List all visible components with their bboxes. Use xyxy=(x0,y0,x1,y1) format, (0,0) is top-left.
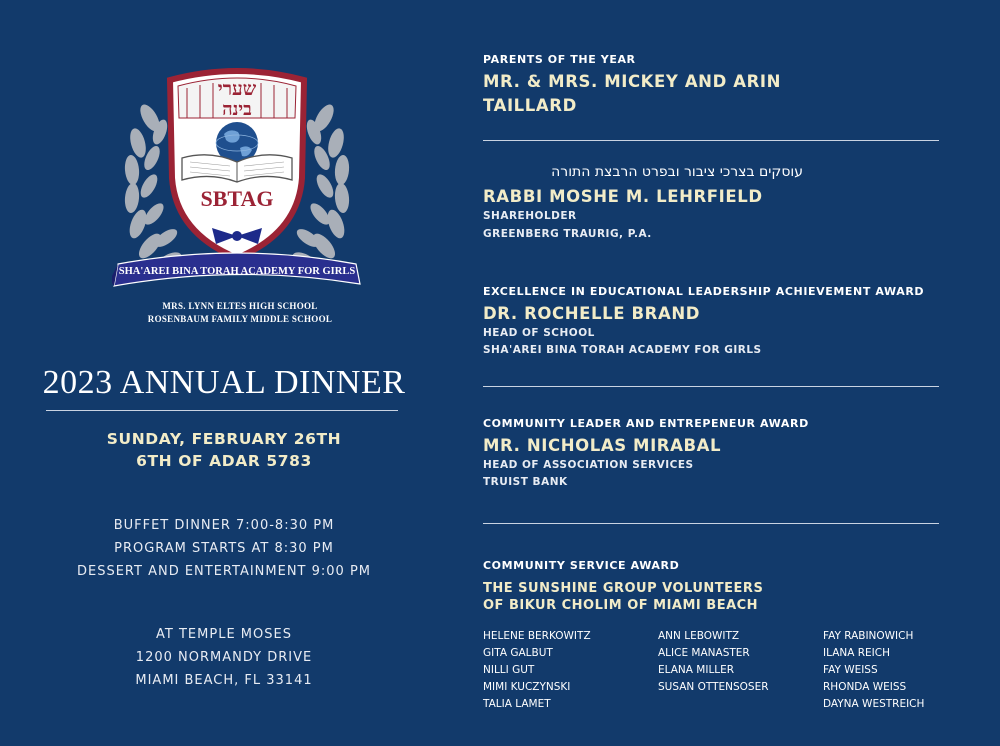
venue-name: AT TEMPLE MOSES xyxy=(156,627,292,642)
education-honoree-name: DR. ROCHELLE BRAND xyxy=(483,304,701,323)
venue-street: 1200 NORMANDY DRIVE xyxy=(135,650,313,665)
volunteer-name: ANN LEBOWITZ xyxy=(658,630,740,642)
volunteer-name: ILANA REICH xyxy=(823,647,890,659)
section-divider xyxy=(483,140,939,141)
logo-hebrew-bottom: בינה xyxy=(222,99,252,120)
community-service-award-label: COMMUNITY SERVICE AWARD xyxy=(483,559,680,572)
venue-city: MIAMI BEACH, FL 33141 xyxy=(135,673,313,688)
section-divider xyxy=(483,523,939,524)
volunteer-name: FAY RABINOWICH xyxy=(823,630,914,642)
volunteer-name: GITA GALBUT xyxy=(483,647,553,659)
section-divider xyxy=(483,386,939,387)
schedule-dinner: BUFFET DINNER 7:00-8:30 PM xyxy=(113,518,335,533)
community-affairs-honoree-firm: GREENBERG TRAURIG, P.A. xyxy=(483,228,652,240)
logo-hebrew-top: שערי xyxy=(217,78,257,100)
education-award-label: EXCELLENCE IN EDUCATIONAL LEADERSHIP ACHIEVEMENT AWARD xyxy=(483,285,925,298)
event-title: 2023 ANNUAL DINNER xyxy=(42,364,406,401)
community-affairs-honoree-title: SHAREHOLDER xyxy=(483,210,577,222)
community-leader-honoree-title: HEAD OF ASSOCIATION SERVICES xyxy=(483,459,694,471)
volunteer-list-column-2 xyxy=(658,628,769,696)
volunteer-group-org: OF BIKUR CHOLIM OF MIAMI BEACH xyxy=(483,598,759,613)
volunteer-name: TALIA LAMET xyxy=(483,698,551,710)
volunteer-name: RHONDA WEISS xyxy=(823,681,907,693)
volunteer-name: DAYNA WESTREICH xyxy=(823,698,925,710)
community-affairs-honoree-name: RABBI MOSHE M. LEHRFIELD xyxy=(483,187,763,206)
volunteer-name: ELANA MILLER xyxy=(658,664,735,676)
community-affairs-hebrew-label: עוסקים בצרכי ציבור ובפרט הרבצת התורה xyxy=(551,164,803,180)
community-leader-honoree-company: TRUIST BANK xyxy=(483,476,568,488)
volunteer-name: HELENE BERKOWITZ xyxy=(483,630,591,642)
volunteer-name: ALICE MANASTER xyxy=(658,647,750,659)
schedule-dessert: DESSERT AND ENTERTAINMENT 9:00 PM xyxy=(76,564,372,579)
volunteer-list-column-1 xyxy=(483,628,591,713)
event-date: SUNDAY, FEBRUARY 26TH xyxy=(106,430,342,448)
education-honoree-title: HEAD OF SCHOOL xyxy=(483,327,595,339)
logo-acronym: SBTAG xyxy=(200,186,274,211)
school-crest-logo xyxy=(112,58,362,328)
volunteer-name: NILLI GUT xyxy=(483,664,535,676)
title-divider xyxy=(46,410,398,411)
community-leader-award-label: COMMUNITY LEADER AND ENTREPENEUR AWARD xyxy=(483,417,809,430)
education-honoree-school: SHA'AREI BINA TORAH ACADEMY FOR GIRLS xyxy=(483,344,762,356)
volunteer-name: MIMI KUCZYNSKI xyxy=(483,681,571,693)
event-hebrew-date: 6TH OF ADAR 5783 xyxy=(136,452,312,470)
community-leader-honoree-name: MR. NICHOLAS MIRABAL xyxy=(483,436,722,455)
volunteer-list-column-3 xyxy=(823,628,924,713)
schedule-program: PROGRAM STARTS AT 8:30 PM xyxy=(114,541,334,556)
parents-honoree-name: MR. & MRS. MICKEY AND ARIN xyxy=(483,72,782,91)
parents-award-label: PARENTS OF THE YEAR xyxy=(483,53,636,66)
banner-text: SHA'AREI BINA TORAH ACADEMY FOR GIRLS xyxy=(118,266,356,277)
high-school-name: MRS. LYNN ELTES HIGH SCHOOL xyxy=(162,301,318,311)
parents-honoree-surname: TAILLARD xyxy=(483,96,577,115)
volunteer-name: SUSAN OTTENSOSER xyxy=(658,681,769,693)
volunteer-group-name: THE SUNSHINE GROUP VOLUNTEERS xyxy=(483,581,764,596)
volunteer-name: FAY WEISS xyxy=(823,664,878,676)
middle-school-name: ROSENBAUM FAMILY MIDDLE SCHOOL xyxy=(147,314,333,324)
